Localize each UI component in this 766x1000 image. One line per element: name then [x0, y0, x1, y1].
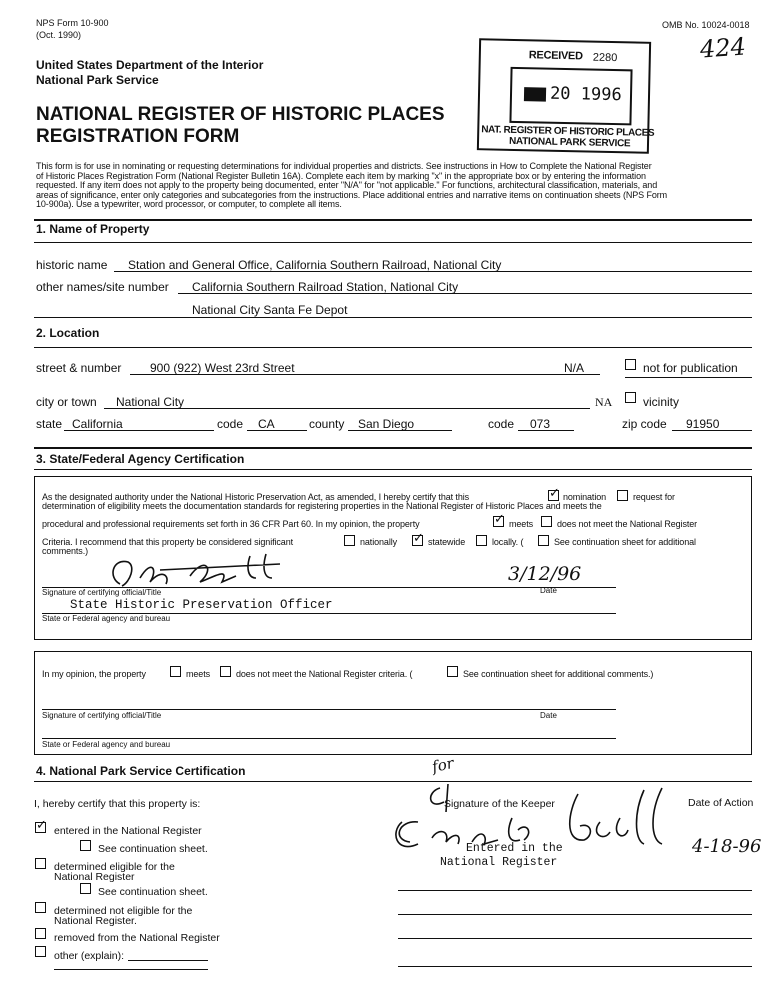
county-code-label: code — [488, 417, 515, 431]
state-code-field[interactable]: CA — [258, 417, 275, 431]
opinion-meets-label: meets — [186, 669, 211, 679]
other-names-field-2[interactable]: National City Santa Fe Depot — [192, 303, 348, 317]
date-label-2: Date — [540, 711, 557, 720]
eligible-label-2: National Register — [54, 871, 135, 883]
action-date: 4-18-96 — [692, 836, 762, 857]
agency-field[interactable]: State Historic Preservation Officer — [70, 598, 333, 612]
signature-label: Signature of certifying official/Title — [42, 588, 162, 597]
page-subtitle: REGISTRATION FORM — [36, 126, 240, 147]
state-field[interactable]: California — [72, 417, 123, 431]
request-label: request for — [633, 492, 675, 502]
locally-checkbox[interactable] — [476, 535, 487, 546]
keeper-signature-label: Signature of the Keeper — [444, 798, 555, 810]
keeper-line-3 — [398, 938, 752, 939]
opinion-meets-checkbox[interactable] — [170, 666, 181, 677]
omb-number: OMB No. 10024-0018 — [662, 20, 750, 30]
street-field[interactable]: 900 (922) West 23rd Street — [150, 361, 295, 375]
city-na: NA — [595, 395, 613, 409]
not-eligible-label-2: National Register. — [54, 915, 137, 927]
code-underline — [247, 430, 307, 431]
divider — [34, 469, 752, 470]
meets-checkbox[interactable] — [493, 516, 504, 527]
cert-line-2: determination of eligibility meets the documentation standards for registering properties in the National Register of Historic Places and meets the — [42, 501, 602, 511]
meets-label: meets — [509, 519, 534, 529]
cert-line-3: procedural and professional requirements set forth in 36 CFR Part 60. In my opinion, the property — [42, 519, 420, 529]
entered-stamp-2: National Register — [440, 856, 558, 869]
instructions-line: areas of significance, enter only categories and subcategories from the instructions. Place additional entries and narrative items on continuation sheets (NPS Form — [36, 189, 668, 200]
stamp-org1: NAT. REGISTER OF HISTORIC PLACES — [481, 124, 655, 139]
instructions — [36, 162, 756, 210]
continuation-checkbox[interactable] — [538, 535, 549, 546]
vicinity-label: vicinity — [643, 395, 680, 409]
county-label: county — [309, 417, 345, 431]
signature-date: 3/12/96 — [508, 563, 582, 585]
stamp-org2: NATIONAL PARK SERVICE — [508, 135, 631, 150]
county-code-field[interactable]: 073 — [530, 417, 551, 431]
keeper-line-2 — [398, 914, 752, 915]
divider — [34, 317, 752, 318]
historic-name-field[interactable]: Station and General Office, California Southern Railroad, National City — [128, 258, 502, 272]
for-note: for — [430, 753, 456, 777]
not-for-publication-checkbox[interactable] — [625, 359, 636, 370]
comments-label: comments.) — [42, 546, 89, 556]
nationally-label: nationally — [360, 537, 398, 547]
instructions-line: This form is for use in nominating or requesting determinations for individual properties and districts. See instructions in How to Complete the National Register — [36, 161, 652, 171]
opinion-see-checkbox[interactable] — [447, 666, 458, 677]
stamp-received: RECEIVED — [528, 49, 583, 63]
department: United States Department of the Interior — [36, 58, 264, 72]
does-not-meet-checkbox[interactable] — [541, 516, 552, 527]
entered-continuation-label: See continuation sheet. — [98, 843, 208, 855]
city-label: city or town — [36, 395, 97, 409]
page-title: NATIONAL REGISTER OF HISTORIC PLACES — [36, 104, 445, 125]
entered-checkbox[interactable] — [35, 822, 46, 833]
county-field[interactable]: San Diego — [358, 417, 415, 431]
underline — [625, 377, 752, 378]
stamp-number: 2280 — [592, 51, 618, 65]
received-stamp — [477, 38, 655, 154]
opinion-dnm-checkbox[interactable] — [220, 666, 231, 677]
opinion-dnm-label: does not meet the National Register criteria. ( — [236, 669, 413, 679]
certify-label: I, hereby certify that this property is: — [34, 798, 201, 810]
statewide-checkbox[interactable] — [412, 535, 423, 546]
section-3-heading: 3. State/Federal Agency Certification — [36, 452, 245, 466]
other-label: other (explain): — [54, 950, 125, 962]
other-checkbox[interactable] — [35, 946, 46, 957]
locally-label: locally. ( — [492, 537, 524, 547]
agency-line-2 — [42, 738, 616, 739]
street-na: N/A — [564, 361, 585, 375]
other-underline-2 — [54, 969, 208, 970]
eligible-checkbox[interactable] — [35, 858, 46, 869]
city-field[interactable]: National City — [116, 395, 185, 409]
agency-label: State or Federal agency and bureau — [42, 614, 171, 623]
nomination-checkbox[interactable] — [548, 490, 559, 501]
keeper-line-1 — [398, 890, 752, 891]
not-eligible-label: determined not eligible for the — [54, 905, 193, 917]
signature-line-2 — [42, 709, 616, 710]
stamp-inner-box — [509, 67, 632, 126]
zip-label: zip code — [622, 417, 667, 431]
divider — [34, 219, 752, 221]
statewide-label: statewide — [428, 537, 466, 547]
form-id: NPS Form 10-900 — [36, 18, 109, 28]
section-4-heading: 4. National Park Service Certification — [36, 764, 246, 778]
removed-checkbox[interactable] — [35, 928, 46, 939]
date-of-action-label: Date of Action — [688, 797, 754, 809]
nomination-label: nomination — [563, 492, 607, 502]
section-1-heading: 1. Name of Property — [36, 222, 150, 236]
other-underline — [128, 960, 208, 961]
request-checkbox[interactable] — [617, 490, 628, 501]
entered-label: entered in the National Register — [54, 825, 202, 837]
divider — [34, 447, 752, 449]
eligible-label: determined eligible for the — [54, 861, 175, 873]
zip-field[interactable]: 91950 — [686, 417, 720, 431]
instructions-line: requested. If any item does not apply to the property being documented, enter "N/A" for "not applicable." For functions, architectural classification, materials, and — [36, 180, 658, 190]
opinion-see-label: See continuation sheet for additional comments.) — [463, 669, 654, 679]
handwritten-number: 424 — [699, 32, 747, 64]
form-date: (Oct. 1990) — [36, 30, 82, 40]
does-not-meet-label: does not meet the National Register — [557, 519, 698, 529]
criteria-text: Criteria. I recommend that this property be considered significant — [42, 537, 294, 547]
historic-name-label: historic name — [36, 258, 108, 272]
divider — [34, 347, 752, 348]
continuation-label: See continuation sheet for additional — [554, 537, 696, 547]
divider — [34, 242, 752, 243]
other-names-label: other names/site number — [36, 280, 169, 294]
eligible-continuation-checkbox[interactable] — [80, 883, 91, 894]
street-label: street & number — [36, 361, 122, 375]
instructions-line: of Historic Places Registration Form (National Register Bulletin 16A). Complete each item by marking "x" in the appropriate box or by entering the information — [36, 170, 646, 181]
removed-label: removed from the National Register — [54, 932, 220, 944]
agency-label-2: State or Federal agency and bureau — [42, 740, 171, 749]
cert-text: As the designated authority under the National Historic Preservation Act, as amended, I hereby certify that this — [42, 492, 470, 502]
stamp-redaction — [524, 87, 546, 101]
date-label: Date — [540, 586, 557, 595]
section-2-heading: 2. Location — [36, 326, 100, 340]
stamp-date: 20 1996 — [549, 83, 622, 106]
not-for-publication-label: not for publication — [643, 361, 738, 375]
not-eligible-checkbox[interactable] — [35, 902, 46, 913]
instructions-line: 10-900a). Use a typewriter, word processor, or computer, to complete all items. — [36, 199, 342, 209]
state-label: state — [36, 417, 63, 431]
agency: National Park Service — [36, 73, 159, 87]
nationally-checkbox[interactable] — [344, 535, 355, 546]
entered-continuation-checkbox[interactable] — [80, 840, 91, 851]
code-label: code — [217, 417, 244, 431]
entered-stamp-1: Entered in the — [466, 842, 563, 855]
opinion-text: In my opinion, the property — [42, 669, 146, 679]
keeper-line-4 — [398, 966, 752, 967]
other-names-field[interactable]: California Southern Railroad Station, National City — [192, 280, 459, 294]
eligible-continuation-label: See continuation sheet. — [98, 886, 208, 898]
signature-label-2: Signature of certifying official/Title — [42, 711, 162, 720]
vicinity-checkbox[interactable] — [625, 392, 636, 403]
